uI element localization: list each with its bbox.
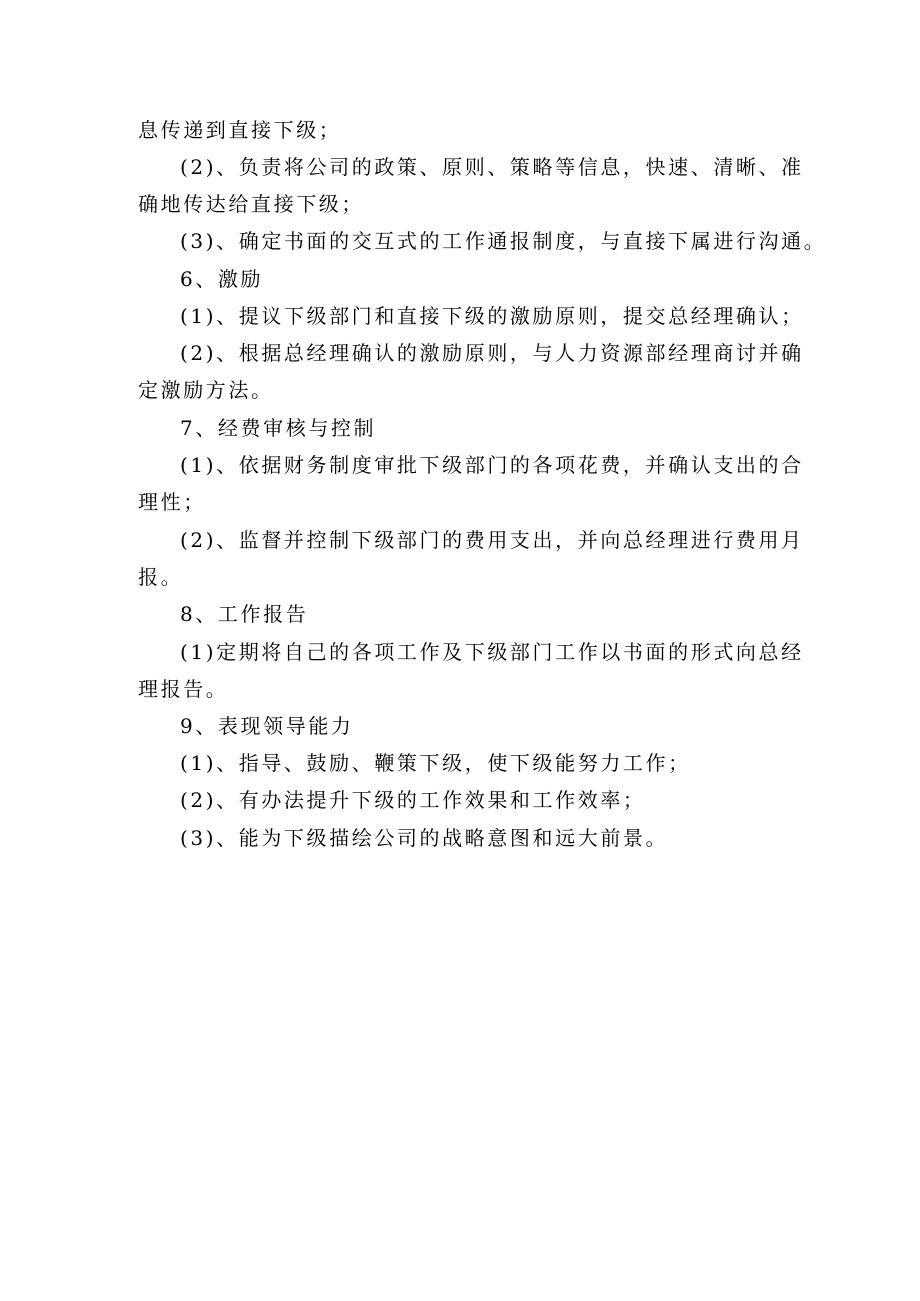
paragraph-line: 定激励方法。 xyxy=(138,378,274,402)
paragraph-line: 报。 xyxy=(138,565,184,589)
section-heading-expense-control: 7、经费审核与控制 xyxy=(180,416,377,440)
paragraph-line: (2)、根据总经理确认的激励原则，与人力资源部经理商讨并确 xyxy=(180,341,804,365)
paragraph-line: (3)、确定书面的交互式的工作通报制度，与直接下属进行沟通。 xyxy=(180,229,827,253)
section-heading-incentive: 6、激励 xyxy=(180,267,264,291)
paragraph-line: (2)、监督并控制下级部门的费用支出，并向总经理进行费用月 xyxy=(180,528,804,552)
section-heading-leadership: 9、表现领导能力 xyxy=(180,714,354,738)
paragraph-line: 理报告。 xyxy=(138,677,229,701)
paragraph-line: 理性； xyxy=(138,490,206,514)
paragraph-line: (1)、依据财务制度审批下级部门的各项花费，并确认支出的合 xyxy=(180,453,804,477)
paragraph-line: (2)、负责将公司的政策、原则、策略等信息，快速、清晰、准 xyxy=(180,155,804,179)
paragraph-line: 确地传达给直接下级； xyxy=(138,192,364,216)
paragraph-line: 息传递到直接下级； xyxy=(138,118,342,142)
paragraph-line: (1)定期将自己的各项工作及下级部门工作以书面的形式向总经 xyxy=(180,640,804,664)
paragraph-line: (2)、有办法提升下级的工作效果和工作效率； xyxy=(180,788,646,812)
paragraph-line: (1)、指导、鼓励、鞭策下级，使下级能努力工作； xyxy=(180,751,691,775)
section-heading-work-report: 8、工作报告 xyxy=(180,602,309,626)
paragraph-line: (1)、提议下级部门和直接下级的激励原则，提交总经理确认； xyxy=(180,304,804,328)
paragraph-line: (3)、能为下级描绘公司的战略意图和远大前景。 xyxy=(180,826,669,850)
